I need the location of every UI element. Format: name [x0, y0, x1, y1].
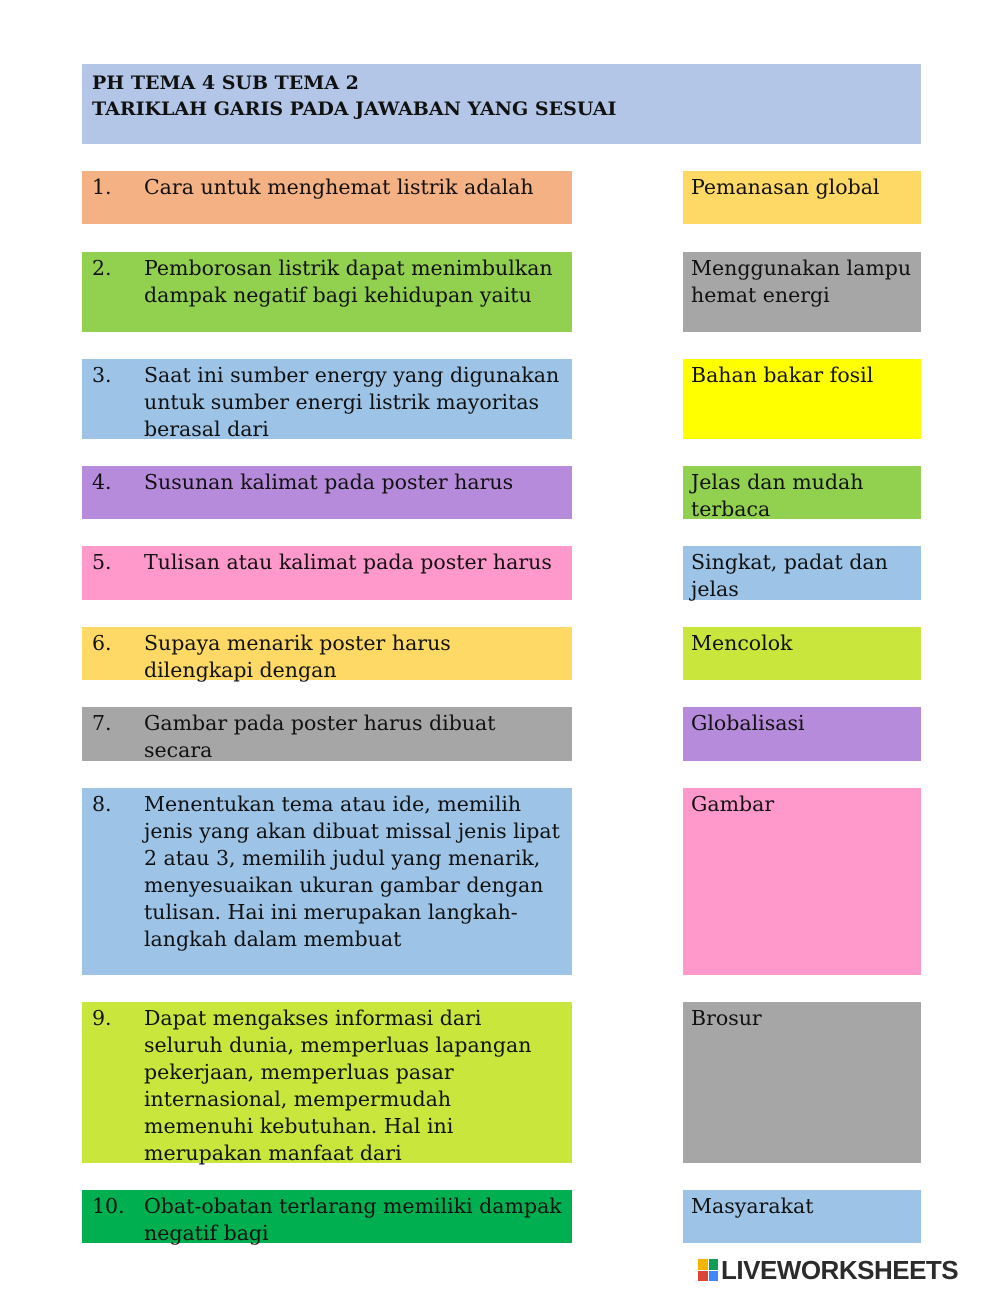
liveworksheets-logo-text: LIVEWORKSHEETS: [721, 1254, 959, 1285]
answer-box-8[interactable]: Gambar: [683, 788, 921, 975]
question-number: 1.: [92, 175, 112, 199]
question-number: 2.: [92, 256, 112, 280]
answer-box-3[interactable]: Bahan bakar fosil: [683, 359, 921, 439]
question-number: 9.: [92, 1006, 112, 1030]
answer-box-6[interactable]: Mencolok: [683, 627, 921, 680]
answer-box-9[interactable]: Brosur: [683, 1002, 921, 1163]
question-box-10[interactable]: [82, 1190, 572, 1243]
question-text: Saat ini sumber energy yang digunakan untuk sumber energi listrik mayoritas berasal dari: [144, 363, 560, 441]
answer-box-1[interactable]: Pemanasan global: [683, 171, 921, 224]
question-text: Pemborosan listrik dapat menimbulkan dampak negatif bagi kehidupan yaitu: [144, 256, 553, 307]
question-box-5[interactable]: [82, 546, 572, 600]
answer-box-7[interactable]: Globalisasi: [683, 707, 921, 761]
question-number: 10.: [92, 1194, 125, 1218]
liveworksheets-logo-icon: [698, 1259, 718, 1281]
question-text: Dapat mengakses informasi dari seluruh dunia, memperluas lapangan pekerjaan, memperluas pasar internasional, mempermudah memenuhi kebutuhan. Hal ini merupakan manfaat dari: [144, 1006, 532, 1165]
question-text: Gambar pada poster harus dibuat secara: [144, 711, 496, 762]
question-box-2[interactable]: [82, 252, 572, 332]
question-box-4[interactable]: [82, 466, 572, 519]
worksheet-header: [82, 64, 921, 144]
question-text: Tulisan atau kalimat pada poster harus: [144, 550, 552, 574]
question-number: 6.: [92, 631, 112, 655]
question-number: 3.: [92, 363, 112, 387]
question-number: 5.: [92, 550, 112, 574]
answer-box-10[interactable]: Masyarakat: [683, 1190, 921, 1243]
question-number: 7.: [92, 711, 112, 735]
worksheet-instruction: TARIKLAH GARIS PADA JAWABAN YANG SESUAI: [92, 98, 617, 120]
answer-box-5[interactable]: Singkat, padat dan jelas: [683, 546, 921, 600]
question-box-9[interactable]: [82, 1002, 572, 1163]
question-box-1[interactable]: [82, 171, 572, 224]
question-box-8[interactable]: [82, 788, 572, 975]
answer-box-2[interactable]: Menggunakan lampu hemat energi: [683, 252, 921, 332]
question-text: Obat-obatan terlarang memiliki dampak negatif bagi: [144, 1194, 562, 1245]
answer-box-4[interactable]: Jelas dan mudah terbaca: [683, 466, 921, 519]
question-text: Cara untuk menghemat listrik adalah: [144, 175, 534, 199]
question-text: Supaya menarik poster harus dilengkapi dengan: [144, 631, 451, 682]
question-box-3[interactable]: [82, 359, 572, 439]
question-box-7[interactable]: [82, 707, 572, 761]
question-text: Susunan kalimat pada poster harus: [144, 470, 514, 494]
question-number: 8.: [92, 792, 112, 816]
question-number: 4.: [92, 470, 112, 494]
question-text: Menentukan tema atau ide, memilih jenis yang akan dibuat missal jenis lipat 2 atau 3, memilih judul yang menarik, menyesuaikan ukuran gambar dengan tulisan. Hai ini merupakan langkah-langkah dalam membuat: [144, 792, 560, 951]
question-box-6[interactable]: [82, 627, 572, 680]
liveworksheets-logo: [698, 1255, 958, 1285]
worksheet-title: PH TEMA 4 SUB TEMA 2: [92, 72, 359, 94]
